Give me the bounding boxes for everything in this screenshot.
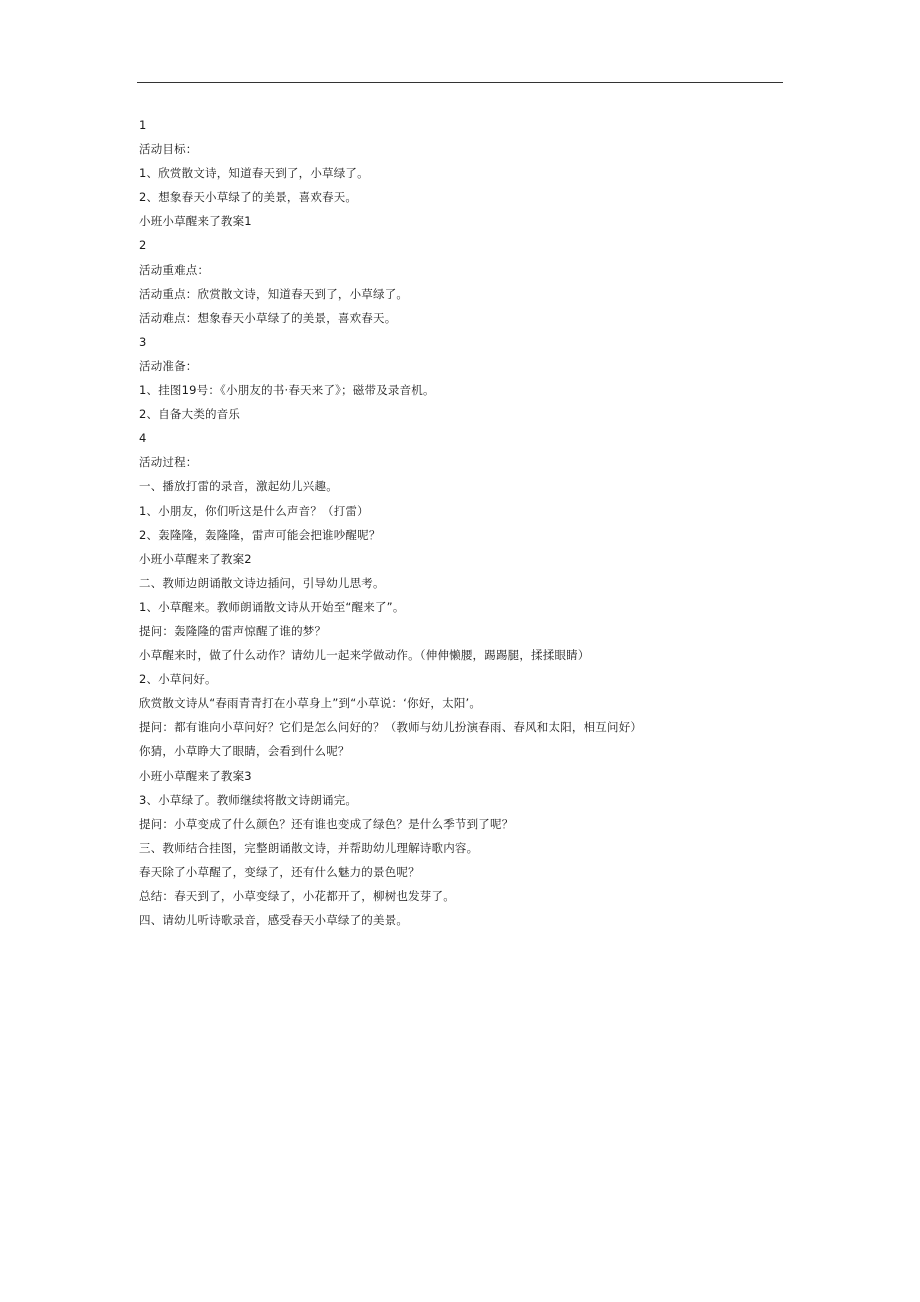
header-rule [137, 82, 783, 83]
section-number: 4 [139, 431, 147, 446]
text-line: 一、播放打雷的录音，激起幼儿兴趣。 [139, 479, 338, 494]
heading-activity-goals: 活动目标： [139, 142, 198, 157]
text-line: 3、小草绿了。教师继续将散文诗朗诵完。 [139, 792, 358, 807]
lesson-plan-title: 小班小草醒来了教案3 [139, 768, 252, 783]
text-line: 三、教师结合挂图，完整朗诵散文诗，并帮助幼儿理解诗歌内容。 [139, 840, 479, 855]
text-line: 提问：都有谁向小草问好？它们是怎么问好的？（教师与幼儿扮演春雨、春风和太阳，相互问好） [139, 720, 643, 735]
text-line: 总结：春天到了，小草变绿了，小花都开了，柳树也发芽了。 [139, 889, 455, 903]
section-number: 3 [139, 334, 147, 349]
document-body [139, 113, 819, 932]
text-line: 提问：小草变成了什么颜色？还有谁也变成了绿色？是什么季节到了呢？ [139, 816, 514, 831]
lesson-plan-title: 小班小草醒来了教案1 [139, 214, 252, 229]
text-line: 2、自备大类的音乐 [139, 407, 241, 422]
lesson-plan-title: 小班小草醒来了教案2 [139, 551, 252, 566]
text-line: 欣赏散文诗从“春雨青青打在小草身上”到“小草说：‘你好，太阳’。 [139, 696, 482, 711]
text-line: 1、挂图19号：《小朋友的书·春天来了》；磁带及录音机。 [139, 383, 435, 398]
text-line: 四、请幼儿听诗歌录音，感受春天小草绿了的美景。 [139, 913, 409, 928]
text-line: 1、欣赏散文诗，知道春天到了，小草绿了。 [139, 166, 369, 181]
text-line: 小草醒来时，做了什么动作？请幼儿一起来学做动作。（伸伸懒腰，踢踢腿，揉揉眼睛） [139, 648, 590, 663]
text-line: 2、想象春天小草绿了的美景，喜欢春天。 [139, 190, 358, 205]
text-line: 提问：轰隆隆的雷声惊醒了谁的梦？ [139, 623, 327, 638]
text-line: 活动难点：想象春天小草绿了的美景，喜欢春天。 [139, 310, 397, 325]
text-line: 2、轰隆隆，轰隆隆，雷声可能会把谁吵醒呢？ [139, 527, 381, 542]
section-number: 1 [139, 118, 147, 132]
text-line: 你猜，小草睁大了眼睛，会看到什么呢？ [139, 744, 350, 759]
text-line: 1、小草醒来。教师朗诵散文诗从开始至“醒来了”。 [139, 599, 405, 614]
heading-process: 活动过程： [139, 455, 198, 470]
text-line: 2、小草问好。 [139, 672, 217, 687]
heading-preparation: 活动准备： [139, 358, 198, 373]
text-line: 1、小朋友，你们听这是什么声音？（打雷） [139, 503, 369, 518]
heading-key-points: 活动重难点： [139, 262, 210, 277]
text-line: 二、教师边朗诵散文诗边插问，引导幼儿思考。 [139, 575, 385, 590]
text-line: 春天除了小草醒了，变绿了，还有什么魅力的景色呢？ [139, 864, 420, 879]
text-line: 活动重点：欣赏散文诗，知道春天到了，小草绿了。 [139, 286, 409, 301]
section-number: 2 [139, 238, 147, 253]
